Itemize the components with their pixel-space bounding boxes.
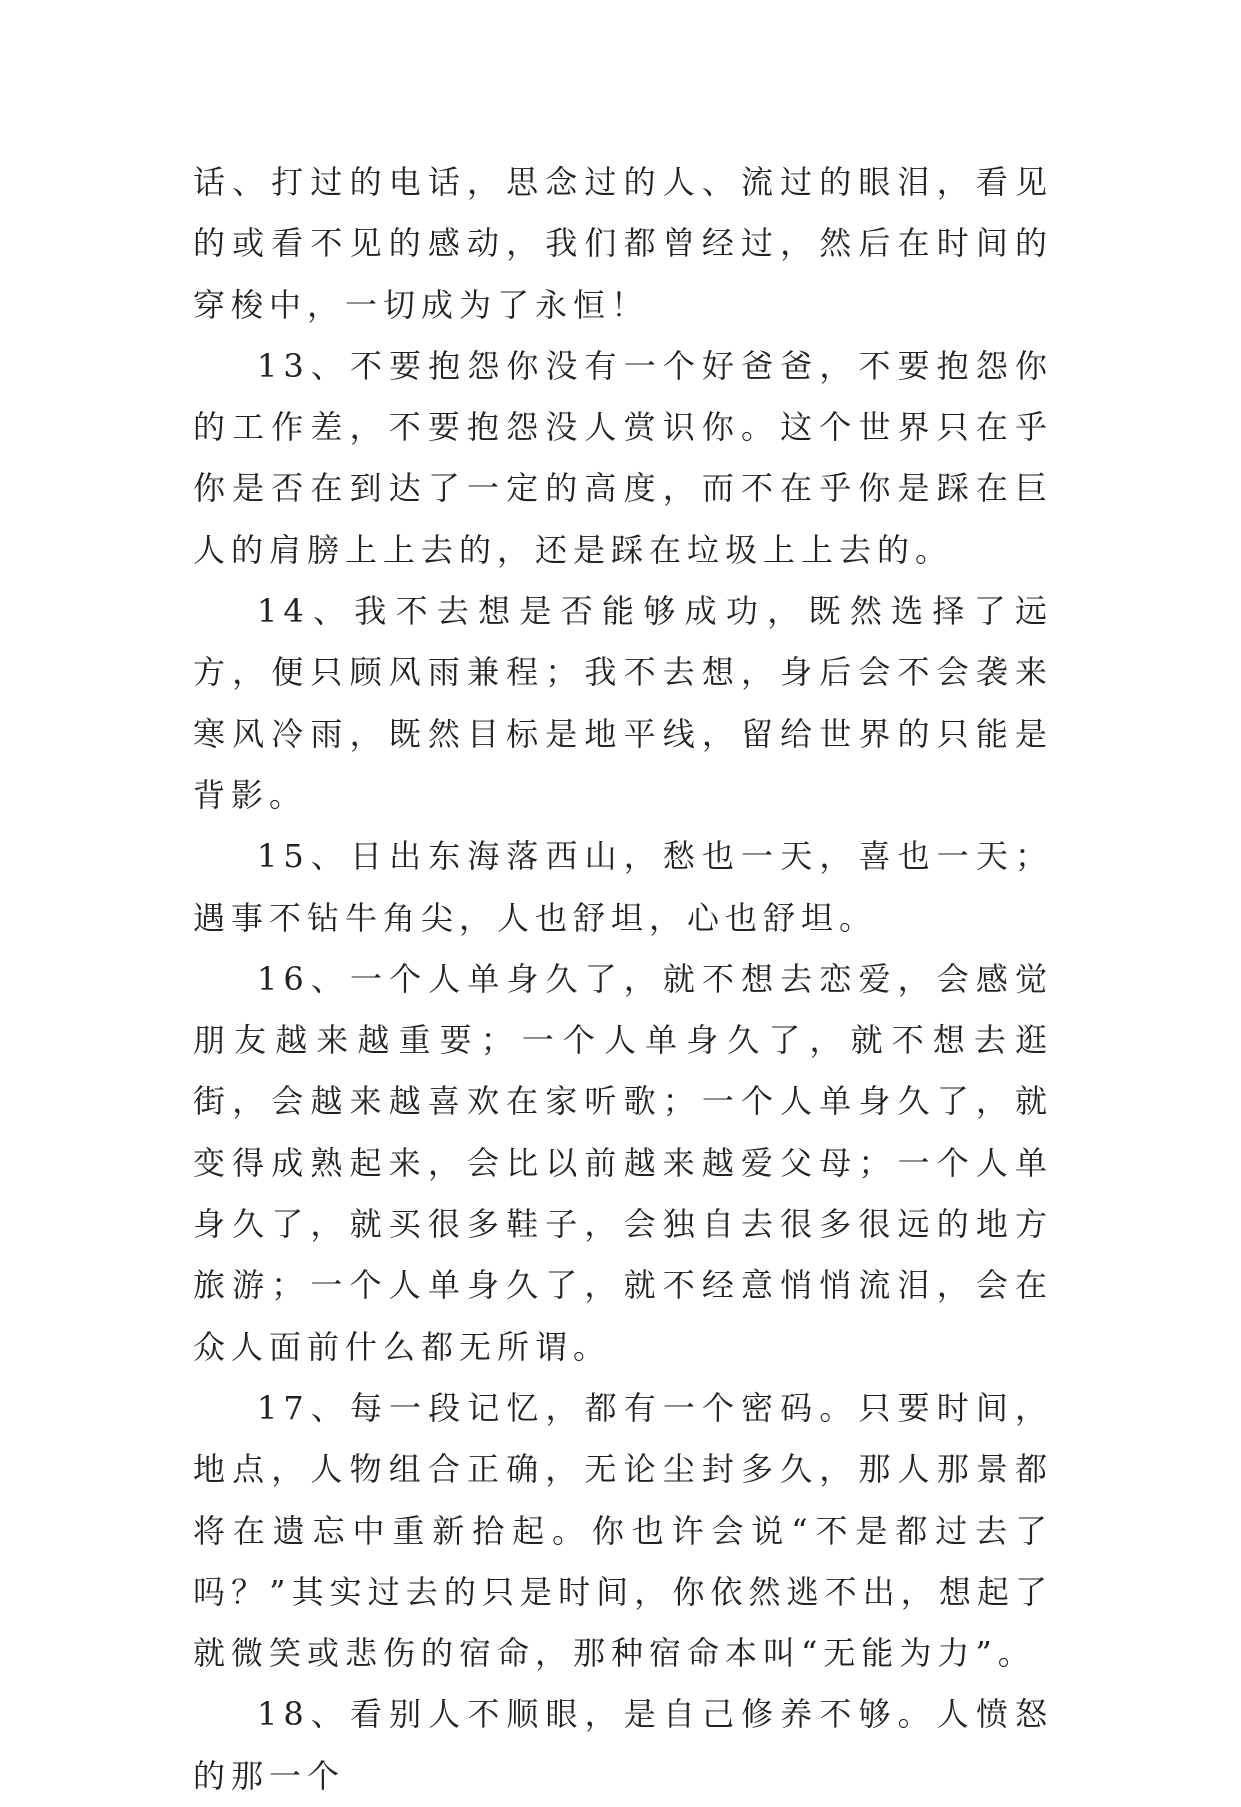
paragraph-18: 18、看别人不顺眼，是自己修养不够。人愤怒的那一个 [193,1695,1053,1795]
paragraph-14: 14、我不去想是否能够成功，既然选择了远方，便只顾风雨兼程；我不去想，身后会不会袭来寒风冷雨，既然目标是地平线，留给世界的只能是背影。 [193,592,1053,814]
paragraph-continuation: 话、打过的电话，思念过的人、流过的眼泪，看见的或看不见的感动，我们都曾经过，然后在时间的穿梭中，一切成为了永恒！ [193,163,1053,324]
paragraph-15: 15、日出东海落西山，愁也一天，喜也一天；遇事不钻牛角尖，人也舒坦，心也舒坦。 [193,837,1053,937]
paragraph-16: 16、一个人单身久了，就不想去恋爱，会感觉朋友越来越重要；一个人单身久了，就不想去逛街，会越来越喜欢在家听歌；一个人单身久了，就变得成熟起来，会比以前越来越爱父母；一个人单身久了，就买很多鞋子，会独自去很多很远的地方旅游；一个人单身久了，就不经意悄悄流泪，会在众人面前什么都无所谓。 [193,959,1053,1366]
paragraph-17: 17、每一段记忆，都有一个密码。只要时间，地点，人物组合正确，无论尘封多久，那人那景都将在遗忘中重新拾起。你也许会说“不是都过去了吗？”其实过去的只是时间，你依然逃不出，想起了就微笑或悲伤的宿命，那种宿命本叫“无能为力”。 [193,1388,1053,1673]
document-body [193,152,1053,1807]
paragraph-13: 13、不要抱怨你没有一个好爸爸，不要抱怨你的工作差，不要抱怨没人赏识你。这个世界只在乎你是否在到达了一定的高度，而不在乎你是踩在巨人的肩膀上上去的，还是踩在垃圾上上去的。 [193,346,1053,569]
